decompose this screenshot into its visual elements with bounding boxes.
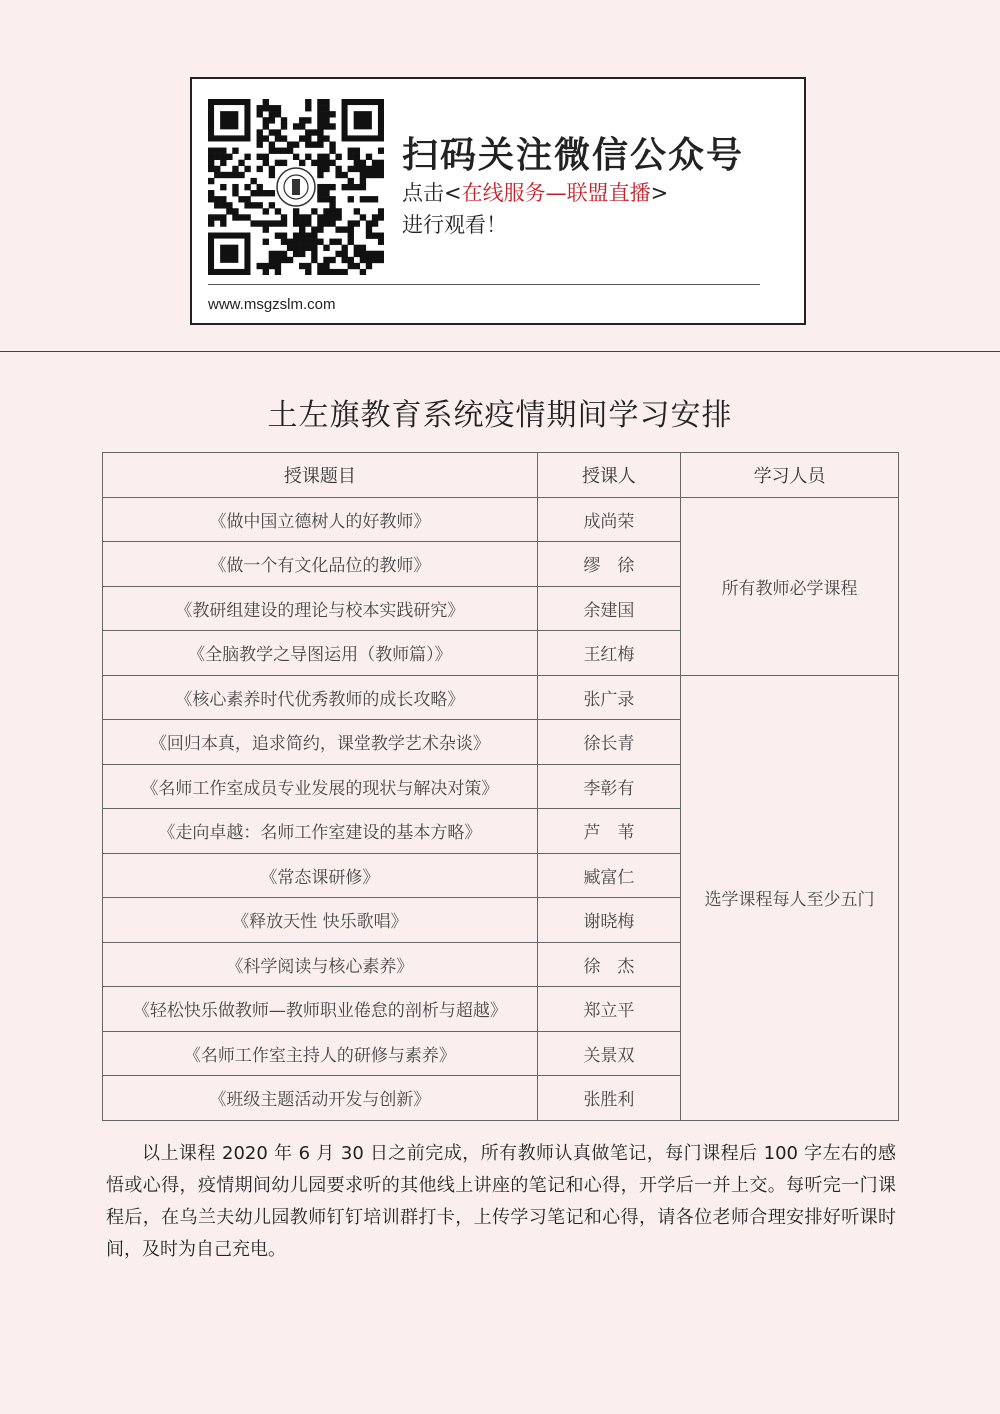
- promo-instruction-suffix: >: [650, 181, 669, 205]
- course-topic: 《全脑教学之导图运用（教师篇）》: [103, 631, 538, 676]
- course-lecturer: 成尚荣: [537, 497, 680, 542]
- course-lecturer: 余建国: [537, 586, 680, 631]
- course-topic: 《走向卓越：名师工作室建设的基本方略》: [103, 809, 538, 854]
- table-row: [103, 497, 899, 542]
- course-topic: 《班级主题活动开发与创新》: [103, 1076, 538, 1121]
- website-url[interactable]: www.msgzslm.com: [208, 296, 336, 313]
- header-topic: 授课题目: [103, 453, 538, 498]
- instructions-paragraph: 以上课程 2020 年 6 月 30 日之前完成，所有教师认真做笔记，每门课程后 100 字左右的感悟或心得，疫情期间幼儿园要求听的其他线上讲座的笔记和心得，开学后一并上交。每听完一门课程后，在乌兰夫幼儿园教师钉钉培训群打卡，上传学习笔记和心得，请各位老师合理安排好听课时间，及时为自己充电。: [106, 1143, 896, 1260]
- promo-title: 扫码关注微信公众号: [402, 135, 745, 176]
- course-topic: 《常态课研修》: [103, 853, 538, 898]
- schedule-table: [102, 452, 899, 1121]
- promo-watch-text: 进行观看！: [402, 213, 507, 237]
- course-topic: 《做中国立德树人的好教师》: [103, 497, 538, 542]
- course-topic: 《核心素养时代优秀教师的成长攻略》: [103, 675, 538, 720]
- course-lecturer: 谢晓梅: [537, 898, 680, 943]
- course-topic: 《名师工作室主持人的研修与素养》: [103, 1031, 538, 1076]
- header-audience: 学习人员: [681, 453, 899, 498]
- course-lecturer: 徐 杰: [537, 942, 680, 987]
- course-lecturer: 徐长青: [537, 720, 680, 765]
- course-lecturer: 张胜利: [537, 1076, 680, 1121]
- page-divider: [0, 351, 1000, 352]
- course-lecturer: 张广录: [537, 675, 680, 720]
- course-topic: 《回归本真，追求简约，课堂教学艺术杂谈》: [103, 720, 538, 765]
- table-header-row: [103, 453, 899, 498]
- course-lecturer: 关景双: [537, 1031, 680, 1076]
- qr-code-icon[interactable]: [208, 99, 384, 275]
- course-topic: 《科学阅读与核心素养》: [103, 942, 538, 987]
- promo-instruction: [402, 177, 668, 207]
- course-lecturer: 王红梅: [537, 631, 680, 676]
- course-lecturer: 郑立平: [537, 987, 680, 1032]
- course-topic: 《名师工作室成员专业发展的现状与解决对策》: [103, 764, 538, 809]
- header-lecturer: 授课人: [537, 453, 680, 498]
- audience-group: 所有教师必学课程: [681, 497, 899, 675]
- promo-instruction-prefix: 点击<: [402, 181, 462, 205]
- course-topic: 《释放天性 快乐歌唱》: [103, 898, 538, 943]
- course-lecturer: 李彰有: [537, 764, 680, 809]
- course-topic: 《做一个有文化品位的教师》: [103, 542, 538, 587]
- course-topic: 《轻松快乐做教师—教师职业倦怠的剖析与超越》: [103, 987, 538, 1032]
- document-title: 土左旗教育系统疫情期间学习安排: [267, 398, 733, 433]
- course-lecturer: 芦 苇: [537, 809, 680, 854]
- promo-box: [190, 77, 806, 325]
- live-service-link[interactable]: 在线服务—联盟直播: [461, 181, 651, 205]
- table-row: [103, 675, 899, 720]
- promo-divider: [208, 284, 760, 285]
- audience-group: 选学课程每人至少五门: [681, 675, 899, 1120]
- course-lecturer: 臧富仁: [537, 853, 680, 898]
- course-lecturer: 缪 徐: [537, 542, 680, 587]
- schedule-body: [103, 497, 899, 1120]
- course-topic: 《教研组建设的理论与校本实践研究》: [103, 586, 538, 631]
